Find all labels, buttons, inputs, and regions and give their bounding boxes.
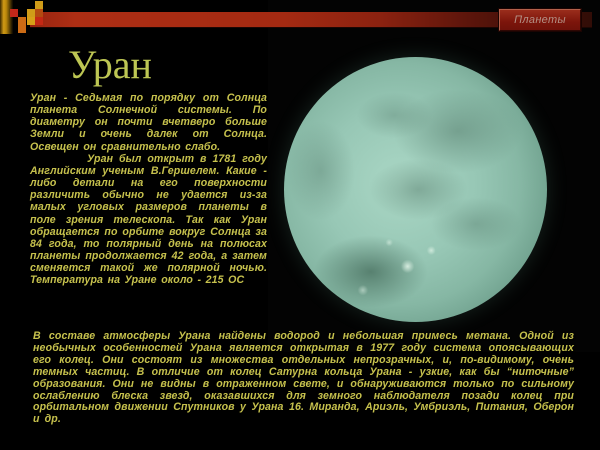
body-text-column [30, 92, 267, 287]
footer-paragraph: В составе атмосферы Урана найдены водород и небольшая примесь метана. Одной из необычных особенностей Урана является открытая в 1977 году система опоясывающих его колец. Они состоят из множества отдельных непрозрачных, и, по-видимому, очень темных частиц. В отличие от колец Сатурна кольца Урана - узкие, как бы “ниточные” образования. Они не видны в отраженном свете, и обнаруживаются только по сильному ослаблению блеска звезд, оказавшихся для земного наблюдателя позади колец при орбитальном движении Спутников у Урана 16. Миранда, Ариэль, Умбриэль, Питания, Оберон и др. [33, 330, 574, 426]
planet-sphere [284, 57, 547, 322]
decoration-square [35, 1, 43, 9]
corner-decoration [0, 0, 60, 40]
page-title: Уран [68, 42, 152, 87]
decoration-square [10, 9, 18, 17]
decoration-square [27, 9, 35, 17]
intro-paragraph: Уран - Седьмая по порядку от Солнца планета Солнечной системы. По диаметру он почти вчетверо больше Земли и очень далек от Солнца. Освещен он сравнительно слабо. [30, 92, 267, 153]
nav-button-planets[interactable] [499, 9, 581, 31]
decoration-square [35, 9, 43, 17]
decoration-square [18, 17, 26, 25]
nav-button-label: Планеты [514, 14, 566, 26]
decoration-square [35, 17, 43, 25]
decoration-strip [0, 0, 13, 34]
decoration-square [18, 25, 26, 33]
history-paragraph: Уран был открыт в 1781 году Английским ученым В.Гершелем. Какие - либо детали на его поверхности различить обычно не удается из-за малых угловых размеров планеты в поле зрения телескопа. Так как Уран обращается по орбите вокруг Солнца за 84 года, то полярный день на полюсах планеты продолжается 42 года, а затем сменяется такой же полярной ночью. Температура на Уране около - 215 ОС [30, 152, 267, 287]
uranus-photo [268, 0, 600, 352]
decoration-square [27, 17, 35, 25]
